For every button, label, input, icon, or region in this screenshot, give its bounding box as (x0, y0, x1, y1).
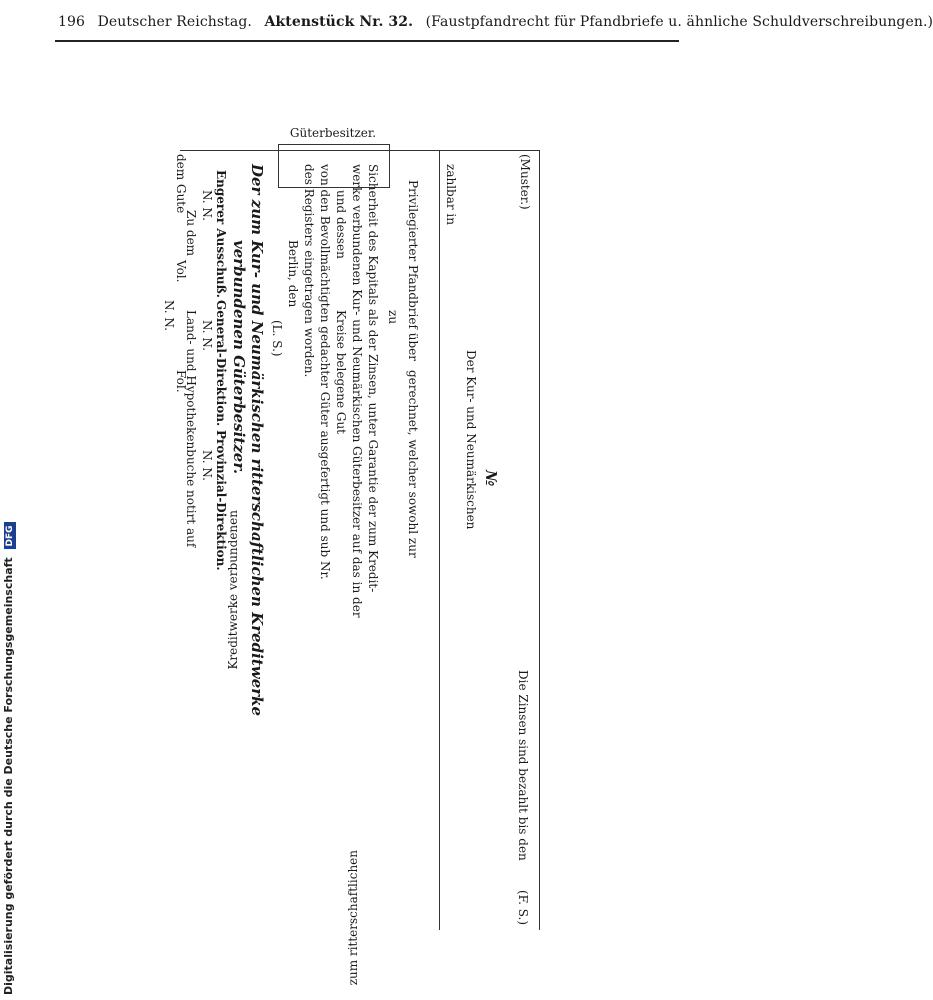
top-rule (539, 150, 540, 930)
muster-label: (Muster.) (518, 154, 532, 210)
form-line: Sicherheit des Kapitals als der Zinsen, unter Garantie der zum Kredit- (366, 164, 380, 593)
footer-line: N. N. (162, 300, 176, 331)
upside-note: Kreditwerke verbundenen (226, 510, 240, 670)
form-line: und dessen (334, 190, 348, 259)
credit-text: Digitalisierung gefördert durch die Deutsche Forschungsgemeinschaft (2, 557, 15, 995)
signature-name: N. N. (200, 320, 214, 351)
signature-title: Engerer Ausschuß. (214, 170, 228, 298)
page-header (58, 14, 933, 30)
footer-line: dem Gute (174, 154, 188, 214)
dfg-logo: DFG (4, 522, 16, 549)
document-subject: (Faustpfandrecht für Pfandbriefe u. ähnliche Schuldverschreibungen.) (425, 14, 933, 30)
seal-mark: (L. S.) (270, 320, 284, 357)
form-line: des Registers eingetragen worden. (302, 164, 316, 378)
form-line: werke verbundenen Kur- und Neumärkischen Güterbesitzer auf das in der (350, 164, 364, 618)
publication-title: Deutscher Reichstag. (97, 14, 252, 30)
page-number: 196 (58, 14, 86, 30)
box-title: Güterbesitzer. (289, 126, 377, 141)
pfandbrief-form (162, 126, 540, 986)
form-line: Kreise belegene Gut (334, 310, 348, 435)
form-line: von den Bevollmächtigten gedachter Güter ausgefertigt und sub Nr. (318, 164, 332, 580)
form-line: zu (386, 310, 400, 325)
header-rule (55, 40, 679, 42)
digitization-credit (2, 522, 16, 995)
form-line: gerechnet, welcher sowohl zur (406, 370, 420, 558)
form-line: Berlin, den (286, 240, 300, 308)
form-heading-1: Der zum Kur- und Neumärkischen ritterschaftlichen Kreditwerke (248, 164, 266, 717)
form-line: Privilegierter Pfandbrief über (406, 180, 420, 361)
zinsen-note: Die Zinsen sind bezahlt bis den (516, 670, 530, 861)
footer-line: Zu dem (184, 210, 198, 257)
signature-title: General-Direktion. (214, 300, 228, 427)
number-mark: № (482, 470, 500, 487)
footer-line: Vol. (174, 260, 188, 283)
document-number: Aktenstück Nr. 32. (264, 14, 414, 30)
title-top: Der Kur- und Neumärkischen (464, 350, 478, 530)
fr-mark: (F. S.) (516, 890, 530, 926)
form-heading-2: verbundenen Güterbesitzer. (230, 240, 248, 475)
mid-rule (439, 150, 440, 930)
form-line: zahlbar in (444, 164, 458, 225)
signature-name: N. N. (200, 450, 214, 481)
signature-name: N. N. (200, 190, 214, 221)
stub-note: zum ritterschaftlichen (346, 850, 360, 986)
footer-line: Land- und Hypothekenbuche notirt auf (184, 310, 198, 548)
footer-line: Fol. (174, 370, 188, 393)
signature-title: Provinzial-Direktion. (214, 430, 228, 571)
